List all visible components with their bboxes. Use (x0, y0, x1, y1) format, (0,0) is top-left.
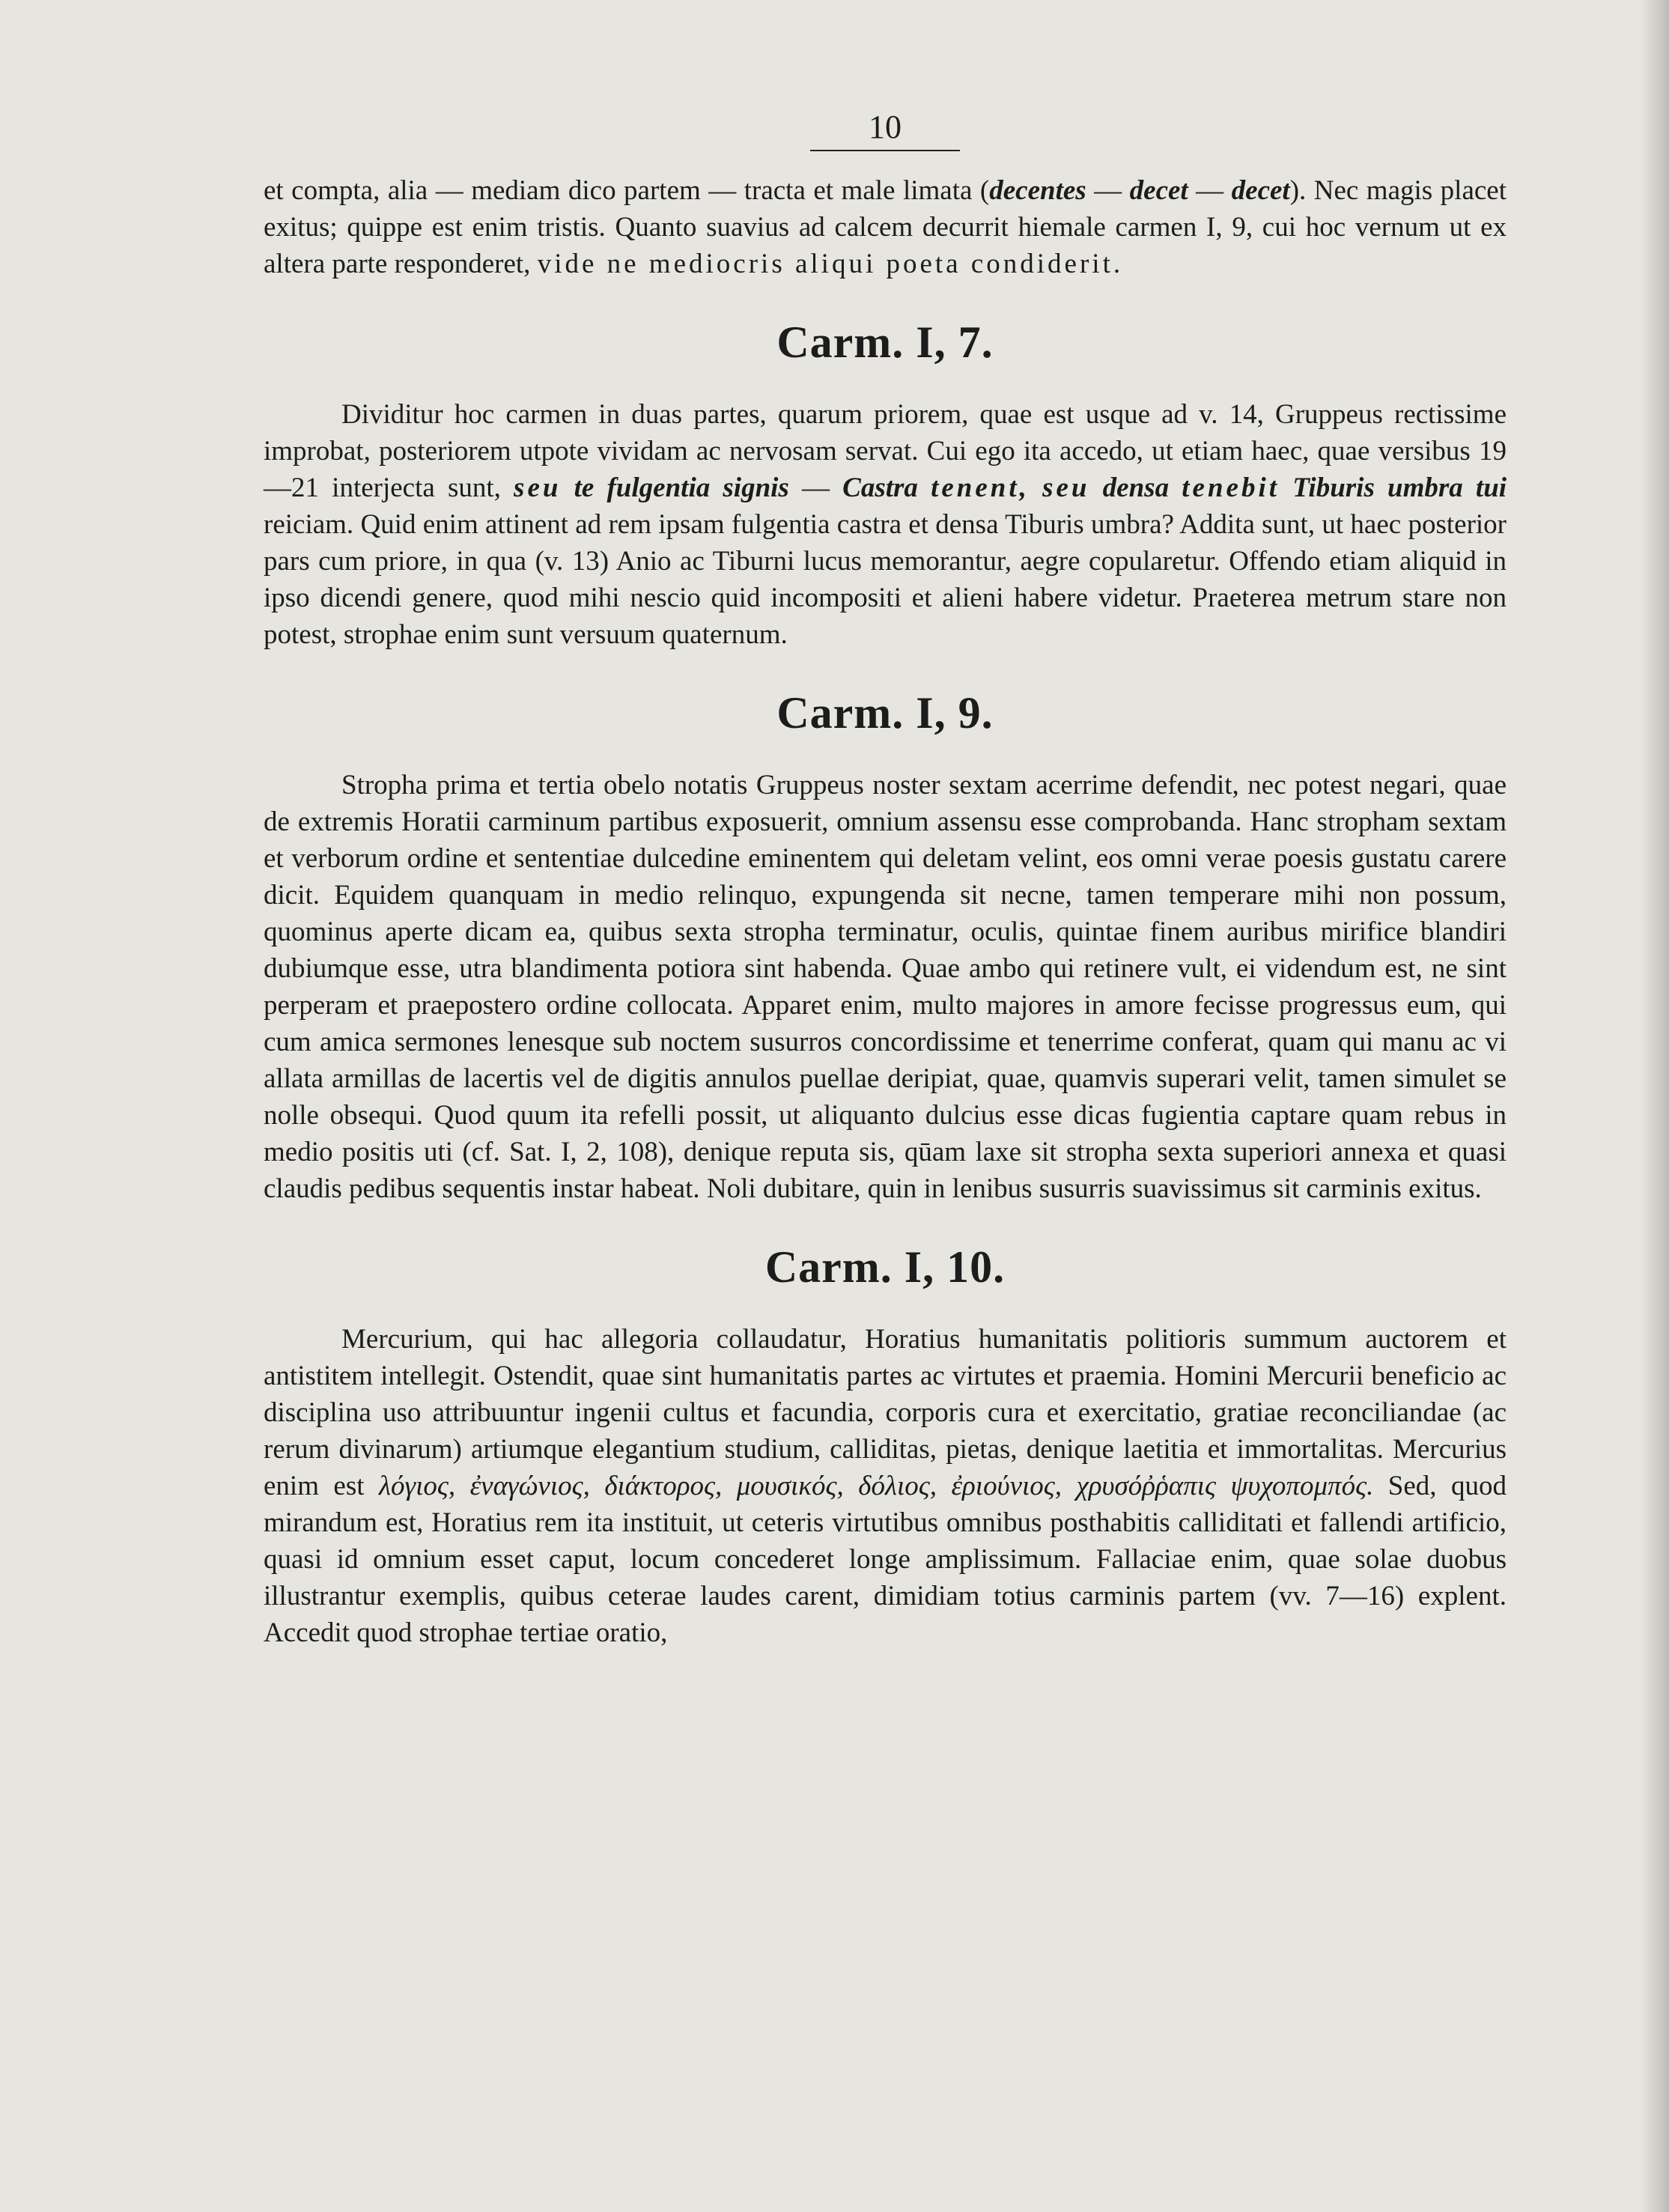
section-carm-1-7 (264, 312, 1507, 653)
page-content (264, 105, 1507, 1651)
page-edge-shadow (1641, 0, 1669, 2212)
quote-seu-1: seu (514, 473, 562, 503)
quote-densa: densa (1102, 473, 1170, 503)
intro-spaced-text: vide ne mediocris aliqui poeta condiderit. (537, 249, 1124, 279)
quote-fulgentia: te fulgentia signis (574, 473, 789, 503)
intro-text-2: — (1086, 175, 1130, 206)
paragraph-text-2: Sed, quod mirandum est, Horatius rem ita instituit, ut ceteris virtutibus omnibus posthabitis calliditati et fallendi artificio, quasi id omnium esset caput, locum concederet longe amplissimum. Fallaciae enim, quae solae duobus illustrantur exemplis, quibus ceterae laudes carent, dimidiam totius carminis partem (vv. 7—16) explent. Accedit quod strophae tertiae oratio, (264, 1471, 1507, 1648)
section-paragraph: Stropha prima et tertia obelo notatis Gruppeus noster sextam acerrime defendit, nec potest negari, quae de extremis Horatii carminum partibus exposuerit, omnium assensu esse comprobanda. Hanc stropham sextam et verborum ordine et sententiae dulcedine eminentem qui deletam velint, eos omni verae poesis gustatu carere dicit. Equidem quanquam in medio relinquo, expungenda sit necne, tamen temperare mihi non possum, quominus aperte dicam ea, quibus sexta stropha terminatur, oculis, quintae finem auribus mirifice blandiri dubiumque esse, utra blandimenta potiora sint habenda. Quae ambo qui retinere vult, ei videndum est, ne sint perperam et praepostero ordine collocata. Apparet enim, multo majores in amore fecisse progressus eum, qui cum amica sermones lenesque sub noctem susurros concordissime et tenerrime conferat, quam qui manu ac vi allata armillas de lacertis vel de digitis annulos puellae deripiat, quae, quamvis superari velit, tamen simulet se nolle obsequi. Quod quum ita refelli possit, ut aliquanto dulcius esse dicas fugientia captare quam rebus in medio positis uti (cf. Sat. I, 2, 108), denique reputa sis, qūam laxe sit stropha sexta superiori annexa et quasi claudis pedibus sequentis instar habeat. Noli dubitare, quin in lenibus susurris suavissimus sit carminis exitus. (264, 770, 1507, 1204)
section-heading: Carm. I, 10. (764, 1242, 1006, 1292)
paragraph-text-2: reiciam. Quid enim attinent ad rem ipsam fulgentia castra et densa Tiburis umbra? Addita sunt, ut haec posterior pars cum priore, in qua (v. 13) Anio ac Tiburni lucus memorantur, aegre copularetur. Offendo etiam aliquid in ipso dicendi genere, quod mihi nescio quid incompositi et alieni habere videtur. Praeterea metrum stare non potest, strophae enim sunt versuum quaternum. (264, 509, 1507, 650)
section-carm-1-10 (264, 1237, 1507, 1651)
intro-italic-3: decet (1231, 175, 1290, 206)
quote-dash: — (802, 473, 830, 503)
section-heading: Carm. I, 7. (776, 317, 994, 367)
section-carm-1-9 (264, 683, 1507, 1207)
paragraph-text-1: Dividitur hoc carmen in duas partes, quarum priorem, quae est usque ad v. 14, Gruppeus rectissime improbat, posteriorem utpote vividam ac nervosam servat. Cui ego ita accedo, ut etiam haec, quae versibus 19—21 interjecta sunt, (264, 399, 1507, 503)
paragraph-text-1: Mercurium, qui hac allegoria collaudatur, Horatius humanitatis politioris summum auctorem et antistitem intellegit. Ostendit, quae sint humanitatis partes ac virtutes et praemia. Homini Mercurii beneficio ac disciplina uso attribuuntur ingenii cultus et facundia, corporis cura et exercitatio, gratiae reconciliandae (ac rerum divinarum) artiumque elegantium studium, calliditas, pietas, denique laetitia et immortalitas. Mercurius enim est (264, 1324, 1507, 1501)
intro-text-4: ). Nec magis placet exitus; quippe est enim tristis. Quanto suavius ad calcem decurrit hiemale carmen I, 9, cui hoc vernum ut ex altera parte responderet, (264, 175, 1507, 279)
page-number: 10 (810, 105, 960, 151)
intro-italic-1: decentes (989, 175, 1086, 206)
quote-castra: Castra (842, 473, 918, 503)
intro-text-3: — (1188, 175, 1232, 206)
section-paragraph (264, 396, 1507, 653)
intro-paragraph (264, 172, 1507, 282)
intro-text-1: et compta, alia — mediam dico partem — tracta et male limata ( (264, 175, 990, 206)
quote-tenebit: tenebit (1182, 473, 1280, 503)
quote-tenent: tenent, (931, 473, 1030, 503)
intro-italic-2: decet (1129, 175, 1188, 206)
greek-epithets: λόγιος, ἐναγώνιος, διάκτορος, μουσικός, δόλιος, ἐριούνιος, χρυσόῤῥαπις ψυχοπομπός. (378, 1471, 1374, 1501)
section-paragraph (264, 1321, 1507, 1651)
quote-seu-2: seu (1042, 473, 1090, 503)
quote-tiburis: Tiburis umbra tui (1292, 473, 1507, 503)
section-heading: Carm. I, 9. (776, 688, 994, 738)
